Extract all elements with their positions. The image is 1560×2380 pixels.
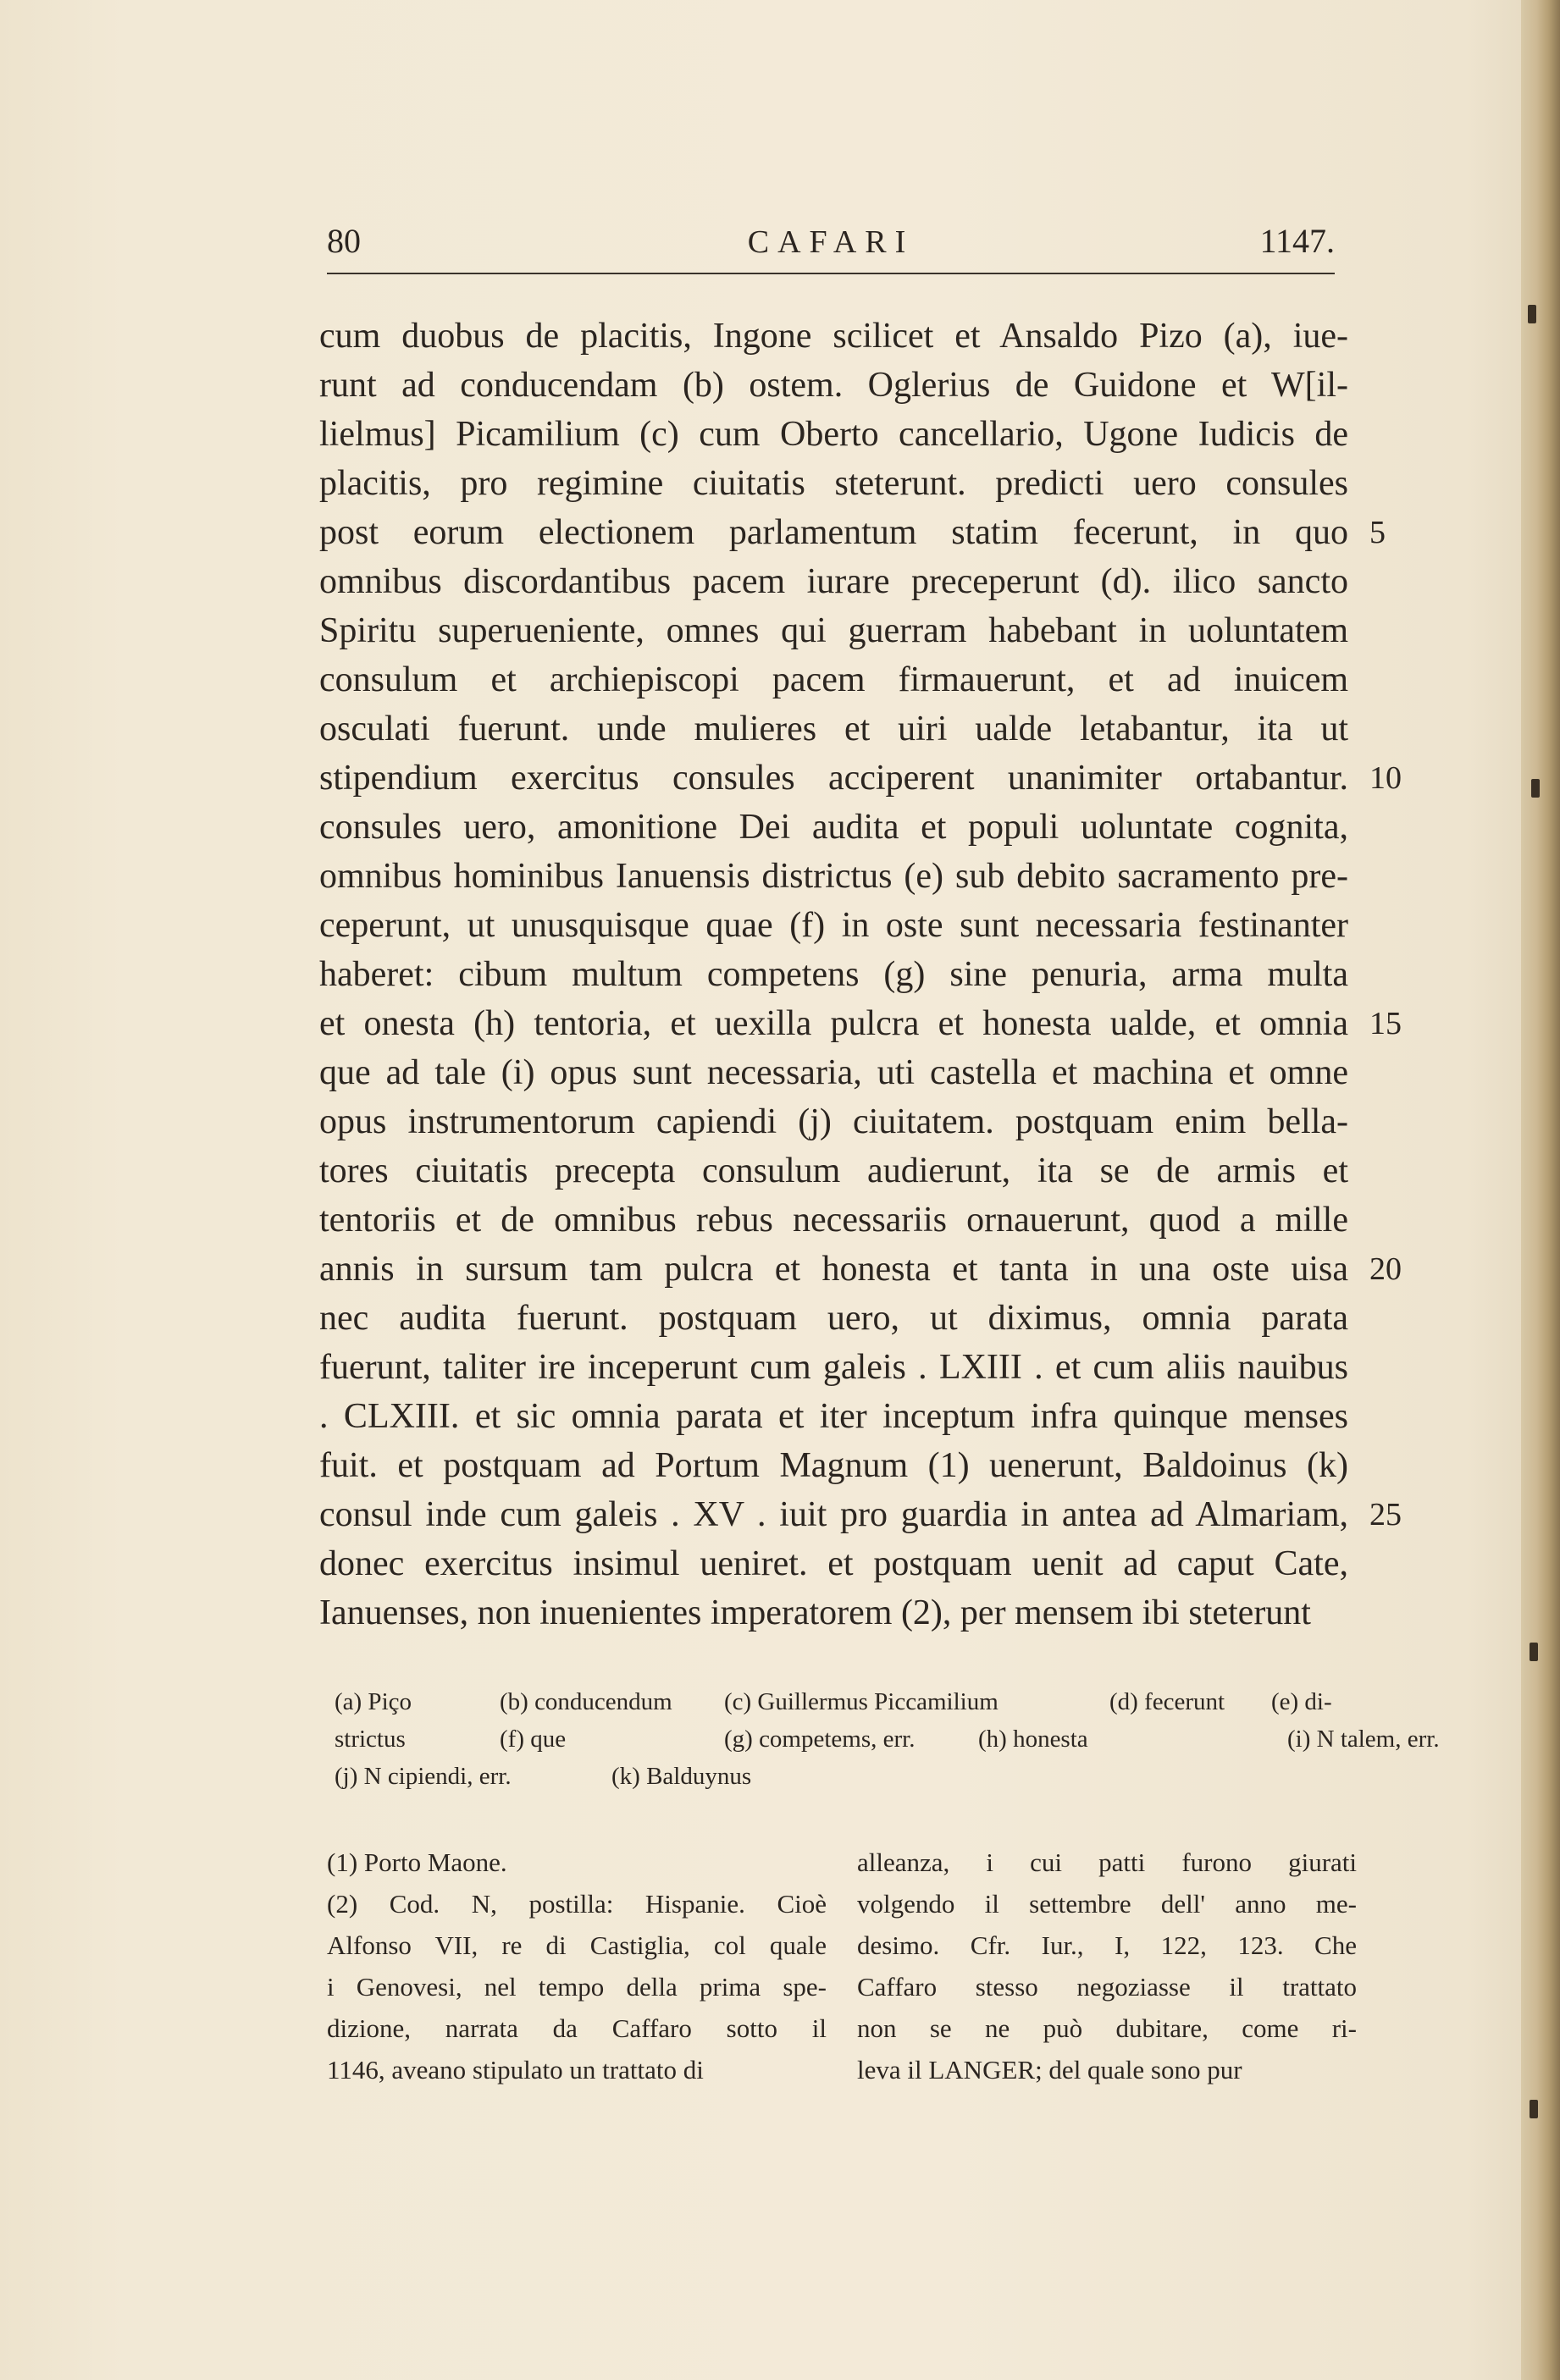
text-line: [319, 361, 1348, 410]
text-line-content: Spiritu superueniente, omnes qui guerram habebant in uoluntatem: [319, 611, 1348, 650]
footnote-line: volgendo il settembre dell' anno me-: [857, 1889, 1357, 1919]
variant-note: (k) Balduynus: [611, 1763, 752, 1790]
text-line: [319, 950, 1348, 999]
variant-note: strictus: [335, 1726, 406, 1753]
text-line-content: opus instrumentorum capiendi (j) ciuitatem. postquam enim bella-: [319, 1102, 1348, 1141]
page-edge: [1521, 0, 1560, 2380]
footnote-line: (1) Porto Maone.: [327, 1847, 507, 1877]
text-line-content: osculati fuerunt. unde mulieres et uiri ualde letabantur, ita ut: [319, 710, 1348, 748]
text-line-content: cum duobus de placitis, Ingone scilicet et Ansaldo Pizo (a), iue-: [319, 317, 1348, 356]
text-line-content: consules uero, amonitione Dei audita et populi uoluntate cognita,: [319, 808, 1348, 847]
line-number: 5: [1369, 515, 1386, 550]
variant-note: (d) fecerunt: [1109, 1688, 1225, 1715]
text-line: [319, 459, 1348, 508]
text-line: [319, 1245, 1402, 1294]
text-line-content: donec exercitus insimul ueniret. et postquam uenit ad caput Cate,: [319, 1544, 1348, 1583]
footnote-line: (2) Cod. N, postilla: Hispanie. Cioè: [327, 1889, 827, 1919]
text-line-content: consulum et archiepiscopi pacem firmauerunt, et ad inuicem: [319, 660, 1348, 699]
variant-note: (c) Guillermus Piccamilium: [724, 1688, 999, 1715]
text-line: [319, 1048, 1348, 1097]
text-line-content: fuerunt, taliter ire inceperunt cum galeis . LXIII . et cum aliis nauibus: [319, 1348, 1348, 1387]
variant-note: (g) competems, err.: [724, 1726, 916, 1753]
text-line-content: stipendium exercitus consules acciperent unanimiter ortabantur.: [319, 759, 1348, 798]
variant-note: (i) N talem, err.: [1287, 1726, 1440, 1753]
footnote-line: Caffaro stesso negoziasse il trattato: [857, 1972, 1357, 2002]
text-line-content: omnibus hominibus Ianuensis districtus (e) sub debito sacramento pre-: [319, 857, 1348, 896]
text-line-content: nec audita fuerunt. postquam uero, ut diximus, omnia parata: [319, 1299, 1348, 1338]
edge-mark: [1530, 2100, 1538, 2118]
variant-note: (h) honesta: [978, 1726, 1088, 1753]
main-text: [319, 312, 1402, 1637]
text-line: [319, 1097, 1348, 1146]
line-number: 25: [1369, 1497, 1402, 1532]
text-line: [319, 312, 1348, 361]
text-line: [319, 1294, 1348, 1343]
text-line: [319, 901, 1348, 950]
text-line-content: lielmus] Picamilium (c) cum Oberto cancellario, Ugone Iudicis de: [319, 415, 1348, 454]
line-number: 15: [1369, 1006, 1402, 1041]
text-line: [319, 1441, 1348, 1490]
variant-note: (e) di-: [1271, 1688, 1332, 1715]
footnote-line: 1146, aveano stipulato un trattato di: [327, 2055, 704, 2085]
variant-note: (b) conducendum: [500, 1688, 672, 1715]
footnotes-right-column: [857, 1842, 1357, 2090]
text-line-content: et onesta (h) tentoria, et uexilla pulcra et honesta ualde, et omnia: [319, 1004, 1348, 1043]
line-number: 10: [1369, 760, 1402, 796]
text-line: [319, 410, 1348, 459]
text-line: [319, 704, 1348, 754]
text-line: [319, 1392, 1348, 1441]
variant-note: (j) N cipiendi, err.: [335, 1763, 512, 1790]
edge-mark: [1528, 305, 1536, 323]
text-line-content: ceperunt, ut unusquisque quae (f) in oste sunt necessaria festinanter: [319, 906, 1348, 945]
text-line: [319, 1588, 1348, 1637]
text-line-content: . CLXIII. et sic omnia parata et iter inceptum infra quinque menses: [319, 1397, 1348, 1436]
text-line-content: fuit. et postquam ad Portum Magnum (1) uenerunt, Baldoinus (k): [319, 1446, 1348, 1485]
line-number: 20: [1369, 1251, 1402, 1287]
text-line: [319, 557, 1348, 606]
text-line: [319, 1490, 1402, 1539]
text-line-content: haberet: cibum multum competens (g) sine penuria, arma multa: [319, 955, 1348, 994]
text-line-content: annis in sursum tam pulcra et honesta et tanta in una oste uisa: [319, 1250, 1348, 1289]
text-line-content: placitis, pro regimine ciuitatis steterunt. predicti uero consules: [319, 464, 1348, 503]
variant-notes-row: [335, 1683, 1351, 1720]
variant-note: (f) que: [500, 1726, 567, 1753]
footnote-line: dizione, narrata da Caffaro sotto il: [327, 2013, 827, 2043]
footnote-line: i Genovesi, nel tempo della prima spe-: [327, 1972, 827, 2002]
running-title: CAFARI: [747, 224, 915, 260]
text-line: [319, 1196, 1348, 1245]
text-line: [319, 754, 1402, 803]
text-line-content: tentoriis et de omnibus rebus necessariis ornauerunt, quod a mille: [319, 1201, 1348, 1240]
text-line: [319, 1539, 1348, 1588]
footnote-line: leva il LANGER; del quale sono pur: [857, 2055, 1242, 2085]
edge-mark: [1530, 1643, 1538, 1661]
text-line-content: runt ad conducendam (b) ostem. Oglerius de Guidone et W[il-: [319, 366, 1348, 405]
variant-notes: [335, 1683, 1440, 1795]
footnote-line: non se ne può dubitare, come ri-: [857, 2013, 1357, 2043]
footnote-line: alleanza, i cui patti furono giurati: [857, 1847, 1357, 1877]
text-line-content: consul inde cum galeis . XV . iuit pro guardia in antea ad Almariam,: [319, 1495, 1348, 1534]
text-line: [319, 606, 1348, 655]
text-line: [319, 852, 1348, 901]
text-line: [319, 1146, 1348, 1196]
text-line: [319, 655, 1348, 704]
text-line-content: post eorum electionem parlamentum statim fecerunt, in quo: [319, 513, 1348, 552]
text-line: [319, 508, 1386, 557]
header-year: 1147.: [1259, 222, 1335, 260]
footnotes-left-column: [327, 1842, 827, 2090]
running-header: [327, 222, 1335, 274]
variant-notes-row: [335, 1758, 1351, 1795]
text-line-content: omnibus discordantibus pacem iurare preceperunt (d). ilico sancto: [319, 562, 1348, 601]
text-line: [319, 803, 1348, 852]
page-number: 80: [327, 222, 361, 260]
variant-note: (a) Piço: [335, 1688, 412, 1715]
text-line: [319, 999, 1402, 1048]
variant-notes-row: [335, 1720, 1440, 1758]
edge-mark: [1531, 779, 1540, 798]
text-line: [319, 1343, 1348, 1392]
text-line-content: Ianuenses, non inuenientes imperatorem (2), per mensem ibi steterunt: [319, 1593, 1311, 1632]
text-line-content: tores ciuitatis precepta consulum audierunt, ita se de armis et: [319, 1151, 1348, 1190]
text-line-content: que ad tale (i) opus sunt necessaria, uti castella et machina et omne: [319, 1053, 1348, 1092]
footnote-line: desimo. Cfr. Iur., I, 122, 123. Che: [857, 1930, 1357, 1960]
footnote-line: Alfonso VII, re di Castiglia, col quale: [327, 1930, 827, 1960]
